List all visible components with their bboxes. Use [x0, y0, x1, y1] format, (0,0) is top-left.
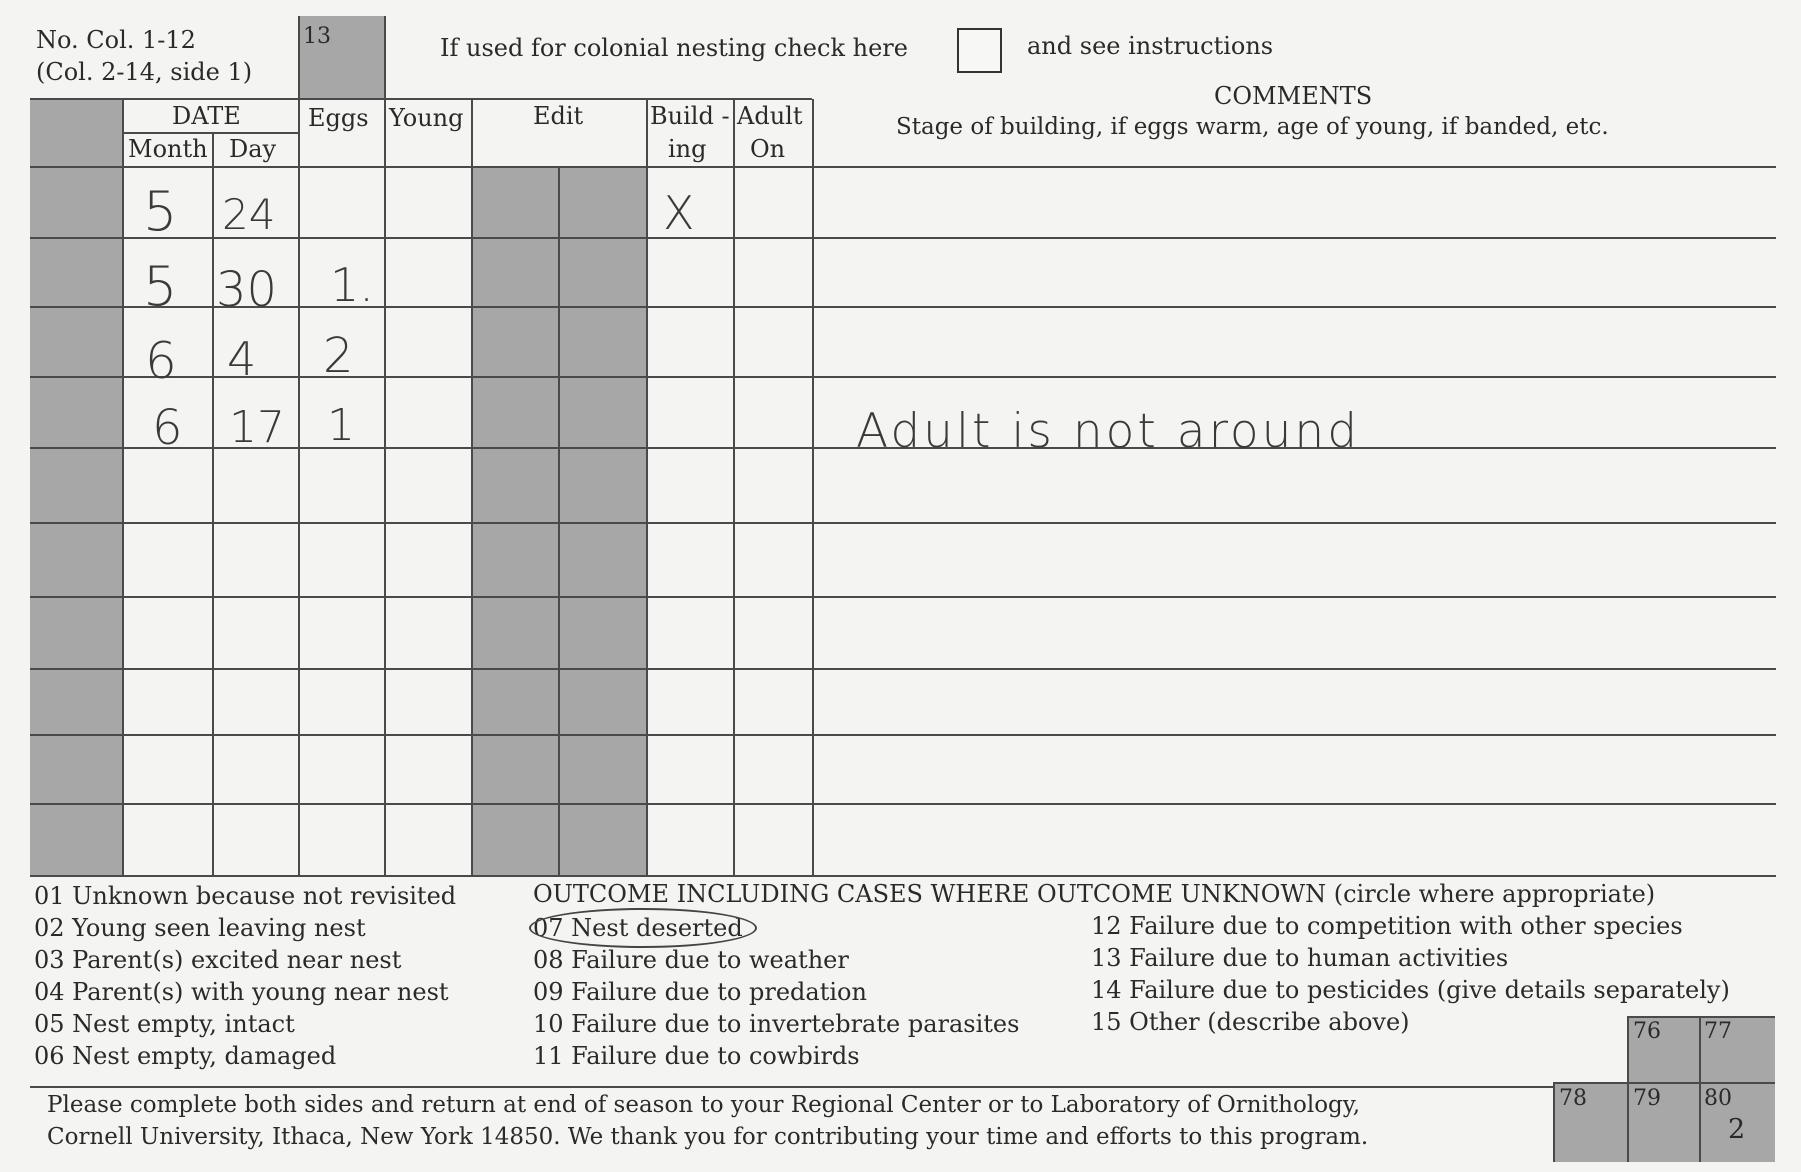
outcome-code: 03 Parent(s) excited near nest [34, 946, 402, 974]
entry-day: 4 [227, 332, 257, 386]
entry-day: 30 [216, 262, 278, 318]
outcome-code: 10 Failure due to invertebrate parasites [533, 1010, 1020, 1038]
footer-rule [30, 1086, 1553, 1088]
colonial-nesting-text-2: and see instructions [1027, 32, 1274, 60]
outcome-code: 04 Parent(s) with young near nest [34, 978, 449, 1006]
building-header-2: ing [668, 135, 707, 163]
grid-line [122, 99, 124, 877]
entry-comment: Adult is not around [856, 404, 1361, 459]
circle-mark [529, 908, 757, 948]
code-box-76: 76 [1633, 1019, 1661, 1044]
grid-line [30, 306, 1776, 308]
adult-on-header-2: On [750, 135, 786, 163]
code-box-79: 79 [1633, 1086, 1661, 1111]
outcome-title: OUTCOME INCLUDING CASES WHERE OUTCOME UNKNOWN (circle where appropriate) [533, 880, 1656, 908]
entry-month: 5 [143, 180, 178, 243]
code-box-border [1627, 1016, 1629, 1162]
grid-line [812, 99, 814, 877]
outcome-code: 13 Failure due to human activities [1091, 944, 1509, 972]
grid-line [646, 99, 648, 877]
grid-line [30, 98, 812, 100]
outcome-code-circled: 07 Nest deserted [533, 914, 743, 942]
col-13-label: 13 [303, 24, 331, 49]
date-header: DATE [172, 102, 241, 130]
grid-line [30, 166, 1776, 168]
grid-line [30, 803, 1776, 805]
code-box-border [1553, 1082, 1775, 1084]
adult-on-header-1: Adult [737, 102, 803, 130]
grid-line [30, 668, 1776, 670]
entry-building: X [663, 186, 695, 240]
entry-month: 5 [143, 255, 178, 318]
code-box-border [1553, 1082, 1555, 1162]
grid-line [30, 376, 1776, 378]
footer-line-1: Please complete both sides and return at end of season to your Regional Center or to Laboratory of Ornithology, [47, 1092, 1361, 1118]
code-box-80-value: 2 [1728, 1114, 1746, 1145]
outcome-code: 11 Failure due to cowbirds [533, 1042, 860, 1070]
outcome-code: 12 Failure due to competition with other species [1091, 912, 1683, 940]
outcome-code: 02 Young seen leaving nest [34, 914, 366, 942]
colonial-nesting-checkbox[interactable] [957, 28, 1002, 73]
colonial-nesting-text: If used for colonial nesting check here [440, 34, 908, 62]
grid-line [471, 99, 473, 877]
outcome-code: 08 Failure due to weather [533, 946, 849, 974]
entry-month: 6 [152, 400, 183, 456]
code-box-border [1627, 1016, 1775, 1018]
code-box-80: 80 [1704, 1086, 1732, 1111]
month-header: Month [128, 135, 208, 163]
entry-eggs: 2 [323, 328, 354, 384]
edit-header: Edit [533, 102, 584, 130]
code-box-border [1699, 1016, 1701, 1162]
comments-subheader: Stage of building, if eggs warm, age of young, if banded, etc. [896, 114, 1609, 140]
col-label-2: (Col. 2-14, side 1) [36, 58, 253, 86]
grid-line [30, 522, 1776, 524]
outcome-code: 15 Other (describe above) [1091, 1008, 1410, 1036]
entry-month: 6 [145, 332, 177, 390]
col-label-1: No. Col. 1-12 [36, 26, 196, 54]
outcome-code: 14 Failure due to pesticides (give details separately) [1091, 976, 1730, 1004]
entry-eggs: 1. [330, 258, 374, 312]
footer-line-2: Cornell University, Ithaca, New York 14850. We thank you for contributing your time and efforts to this program. [47, 1124, 1369, 1150]
grid-line [30, 596, 1776, 598]
grid-line [30, 734, 1776, 736]
outcome-code: 05 Nest empty, intact [34, 1010, 295, 1038]
outcome-code: 06 Nest empty, damaged [34, 1042, 337, 1070]
code-box-77: 77 [1704, 1019, 1732, 1044]
shaded-left-margin [30, 99, 122, 877]
grid-line [212, 132, 214, 877]
entry-eggs: 1 [327, 400, 355, 451]
young-header: Young [389, 104, 464, 132]
code-box-78: 78 [1559, 1086, 1587, 1111]
grid-line [30, 237, 1776, 239]
outcome-code: 09 Failure due to predation [533, 978, 867, 1006]
grid-line [122, 132, 298, 134]
entry-day: 17 [229, 402, 285, 453]
grid-line [30, 875, 1776, 877]
eggs-header: Eggs [308, 104, 369, 132]
day-header: Day [229, 135, 277, 163]
entry-day: 24 [222, 190, 276, 239]
building-header-1: Build - [650, 102, 730, 130]
comments-header: COMMENTS [1214, 82, 1373, 110]
grid-line [733, 99, 735, 877]
outcome-code: 01 Unknown because not revisited [34, 882, 457, 910]
